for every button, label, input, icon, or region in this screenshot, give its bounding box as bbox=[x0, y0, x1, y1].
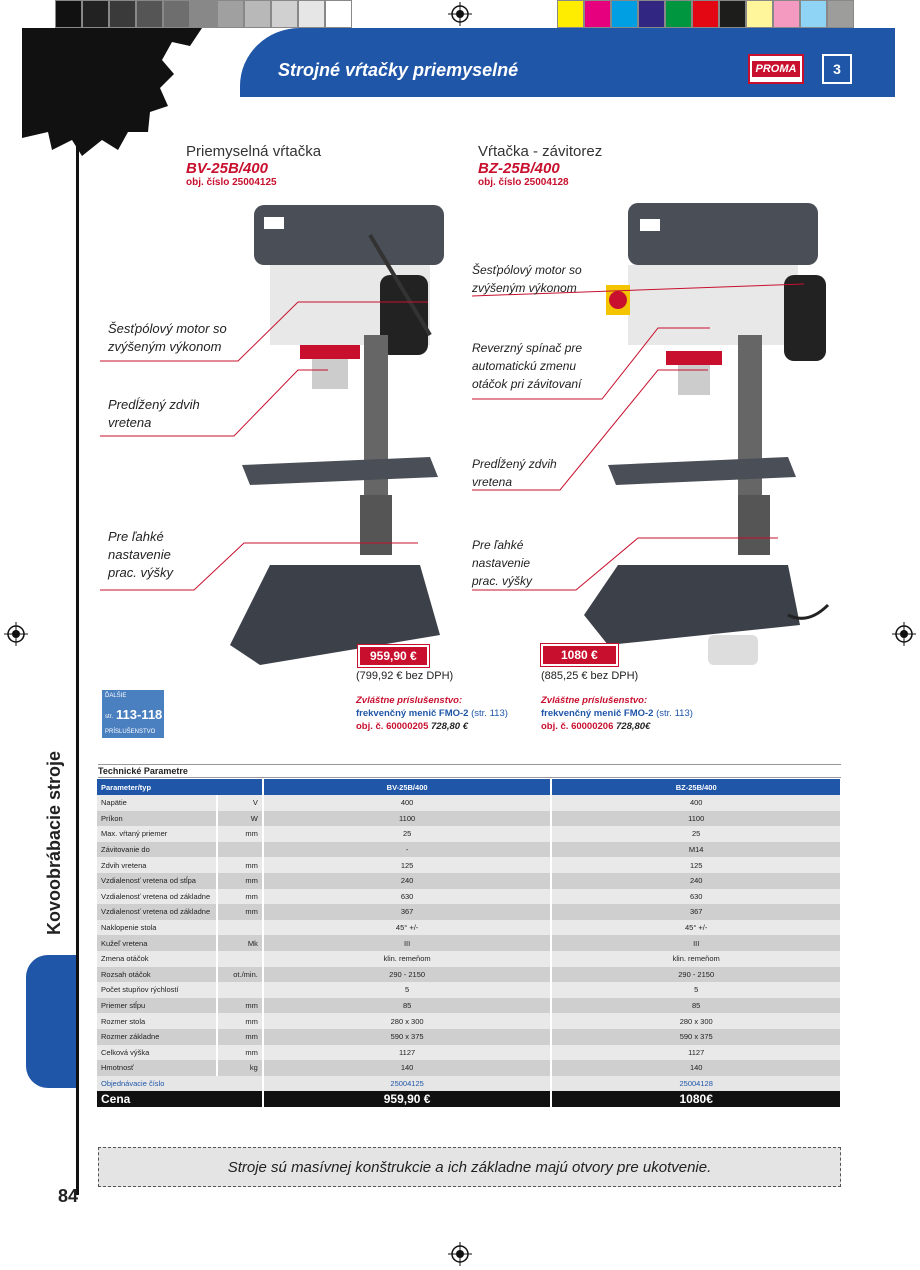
table-cell: mm bbox=[217, 873, 263, 889]
table-cell: Cena bbox=[97, 1091, 263, 1107]
callout-height: Pre ľahké nastavenie prac. výšky bbox=[108, 529, 174, 580]
table-cell: 1127 bbox=[263, 1045, 552, 1061]
table-cell: 590 x 375 bbox=[263, 1029, 552, 1045]
table-cell: 1100 bbox=[551, 811, 841, 827]
table-cell: mm bbox=[217, 826, 263, 842]
table-cell: 400 bbox=[263, 795, 552, 811]
section-label: Kovoobrábacie stroje bbox=[44, 750, 64, 935]
product-model: BZ-25B/400 bbox=[478, 160, 560, 177]
table-cell: mm bbox=[217, 1029, 263, 1045]
table-cell: 5 bbox=[551, 982, 841, 998]
table-cell: Max. vŕtaný priemer bbox=[97, 826, 217, 842]
product-model: BV-25B/400 bbox=[186, 160, 268, 177]
header-cell: BZ-25B/400 bbox=[551, 779, 841, 795]
product-heading bbox=[478, 143, 602, 188]
registration-mark-icon bbox=[448, 1242, 472, 1266]
table-cell: Priemer stĺpu bbox=[97, 998, 217, 1014]
table-cell: mm bbox=[217, 1045, 263, 1061]
price-net: (799,92 € bez DPH) bbox=[356, 670, 454, 682]
table-cell: 630 bbox=[263, 889, 552, 905]
table-cell: 240 bbox=[551, 873, 841, 889]
table-cell: mm bbox=[217, 857, 263, 873]
table-row bbox=[97, 951, 841, 967]
table-cell: 400 bbox=[551, 795, 841, 811]
table-cell: 140 bbox=[551, 1060, 841, 1076]
footer-note: Stroje sú masívnej konštrukcie a ich základne majú otvory pre ukotvenie. bbox=[98, 1147, 841, 1187]
accessory-info: Zvláštne príslušenstvo: frekvenčný menič FMO-2 (str. 113) obj. č. 60000206 728,80€ bbox=[541, 695, 693, 732]
table-cell: Vzdialenosť vretena od základne bbox=[97, 904, 217, 920]
table-cell: III bbox=[551, 935, 841, 951]
product-heading bbox=[186, 143, 321, 188]
table-row bbox=[97, 1013, 841, 1029]
table-row bbox=[97, 920, 841, 936]
table-cell: Zmena otáčok bbox=[97, 951, 217, 967]
accessories-badge: ĎALŠIE str. 113-118 PRÍSLUŠENSTVO bbox=[102, 690, 164, 738]
table-row bbox=[97, 826, 841, 842]
table-cell: mm bbox=[217, 889, 263, 905]
table-row bbox=[97, 904, 841, 920]
table-row bbox=[97, 842, 841, 858]
table-cell: 125 bbox=[551, 857, 841, 873]
table-cell: Hmotnosť bbox=[97, 1060, 217, 1076]
table-cell: 85 bbox=[551, 998, 841, 1014]
product-code: obj. číslo 25004128 bbox=[478, 177, 569, 188]
table-cell: 959,90 € bbox=[263, 1091, 552, 1107]
callout-spindle: Predĺžený zdvih vretena bbox=[108, 397, 200, 430]
table-row bbox=[97, 889, 841, 905]
table-cell: 280 x 300 bbox=[551, 1013, 841, 1029]
header-cell: Parameter/typ bbox=[97, 779, 263, 795]
table-cell: III bbox=[263, 935, 552, 951]
table-cell bbox=[217, 920, 263, 936]
table-cell: Príkon bbox=[97, 811, 217, 827]
table-cell: 240 bbox=[263, 873, 552, 889]
table-cell: 630 bbox=[551, 889, 841, 905]
table-header-row bbox=[97, 779, 841, 795]
accessory-info: Zvláštne príslušenstvo: frekvenčný menič FMO-2 (str. 113) obj. č. 60000205 728,80 € bbox=[356, 695, 508, 732]
table-cell: W bbox=[217, 811, 263, 827]
table-cell: 280 x 300 bbox=[263, 1013, 552, 1029]
table-cell: 367 bbox=[263, 904, 552, 920]
price-net: (885,25 € bez DPH) bbox=[541, 670, 639, 682]
header-cell: BV-25B/400 bbox=[263, 779, 552, 795]
table-cell: 290 - 2150 bbox=[263, 967, 552, 983]
table-cell: Rozmer stola bbox=[97, 1013, 217, 1029]
price-tag: 959,90 € bbox=[358, 645, 429, 667]
table-cell: Zdvih vretena bbox=[97, 857, 217, 873]
grayscale-bar bbox=[55, 0, 352, 28]
warranty-badge: 3 bbox=[822, 54, 852, 84]
table-cell bbox=[217, 842, 263, 858]
page-title: Strojné vŕtačky priemyselné bbox=[278, 60, 519, 80]
table-cell: Objednávacie číslo bbox=[97, 1076, 263, 1092]
table-cell: klin. remeňom bbox=[263, 951, 552, 967]
table-cell bbox=[217, 951, 263, 967]
table-row bbox=[97, 795, 841, 811]
table-cell bbox=[217, 982, 263, 998]
table-cell: 45° +/- bbox=[551, 920, 841, 936]
table-cell: 25 bbox=[551, 826, 841, 842]
table-cell: 1080€ bbox=[551, 1091, 841, 1107]
table-cell: klin. remeňom bbox=[551, 951, 841, 967]
table-cell: Vzdialenosť vretena od základne bbox=[97, 889, 217, 905]
table-row bbox=[97, 873, 841, 889]
table-cell: 590 x 375 bbox=[551, 1029, 841, 1045]
table-cell: Napätie bbox=[97, 795, 217, 811]
table-cell: V bbox=[217, 795, 263, 811]
table-cell: 290 - 2150 bbox=[551, 967, 841, 983]
table-cell: mm bbox=[217, 904, 263, 920]
table-row bbox=[97, 1045, 841, 1061]
callout-height: Pre ľahké nastavenie prac. výšky bbox=[472, 538, 533, 588]
table-cell: 25004125 bbox=[263, 1076, 552, 1092]
registration-mark-icon bbox=[892, 622, 916, 646]
table-cell: 25 bbox=[263, 826, 552, 842]
table-cell: Počet stupňov rýchlostí bbox=[97, 982, 217, 998]
registration-mark-icon bbox=[4, 622, 28, 646]
proma-logo: PROMA bbox=[748, 54, 804, 84]
section-tab bbox=[26, 955, 76, 1088]
table-cell: kg bbox=[217, 1060, 263, 1076]
table-cell: 25004128 bbox=[551, 1076, 841, 1092]
product-subtitle: Vŕtačka - závitorez bbox=[478, 143, 603, 160]
table-cell: - bbox=[263, 842, 552, 858]
table-cell: 85 bbox=[263, 998, 552, 1014]
table-cell: Rozmer základne bbox=[97, 1029, 217, 1045]
parameters-table bbox=[97, 779, 842, 1107]
gear-icon bbox=[22, 28, 202, 198]
table-cell: 140 bbox=[263, 1060, 552, 1076]
color-bar bbox=[557, 0, 854, 28]
registration-mark-icon bbox=[448, 2, 472, 26]
table-cell: Závitovanie do bbox=[97, 842, 217, 858]
table-cell: 45° +/- bbox=[263, 920, 552, 936]
product-subtitle: Priemyselná vŕtačka bbox=[186, 143, 322, 160]
callout-motor: Šesťpólový motor so zvýšeným výkonom bbox=[108, 321, 227, 354]
table-cell: 1127 bbox=[551, 1045, 841, 1061]
table-cell: M14 bbox=[551, 842, 841, 858]
table-cell: Mk bbox=[217, 935, 263, 951]
side-rule bbox=[76, 95, 79, 1195]
table-row bbox=[97, 935, 841, 951]
callout-motor: Šesťpólový motor so zvýšeným výkonom bbox=[472, 263, 582, 295]
table-cell: 5 bbox=[263, 982, 552, 998]
table-row bbox=[97, 857, 841, 873]
table-row bbox=[97, 982, 841, 998]
table-cell: mm bbox=[217, 998, 263, 1014]
table-cell: 367 bbox=[551, 904, 841, 920]
page-number: 84 bbox=[58, 1186, 79, 1206]
table-row bbox=[97, 1060, 841, 1076]
table-cell: Celková výška bbox=[97, 1045, 217, 1061]
header-underline bbox=[240, 94, 895, 97]
table-cell: ot./min. bbox=[217, 967, 263, 983]
table-row bbox=[97, 998, 841, 1014]
callout-reverse-switch: Reverzný spínač pre automatickú zmenu otáčok pri závitovaní bbox=[472, 341, 583, 391]
table-row bbox=[97, 811, 841, 827]
table-cell: Vzdialenosť vretena od stĺpa bbox=[97, 873, 217, 889]
table-cell: Kužeľ vretena bbox=[97, 935, 217, 951]
order-row bbox=[97, 1076, 841, 1092]
price-tag: 1080 € bbox=[541, 644, 618, 666]
table-cell: 1100 bbox=[263, 811, 552, 827]
table-cell: 125 bbox=[263, 857, 552, 873]
table-cell: Naklopenie stola bbox=[97, 920, 217, 936]
callout-spindle: Predĺžený zdvih vretena bbox=[472, 457, 557, 489]
product-code: obj. číslo 25004125 bbox=[186, 177, 277, 188]
table-row bbox=[97, 1029, 841, 1045]
table-cell: Rozsah otáčok bbox=[97, 967, 217, 983]
price-row bbox=[97, 1091, 841, 1107]
table-title: Technické Parametre bbox=[98, 764, 841, 778]
table-row bbox=[97, 967, 841, 983]
table-cell: mm bbox=[217, 1013, 263, 1029]
